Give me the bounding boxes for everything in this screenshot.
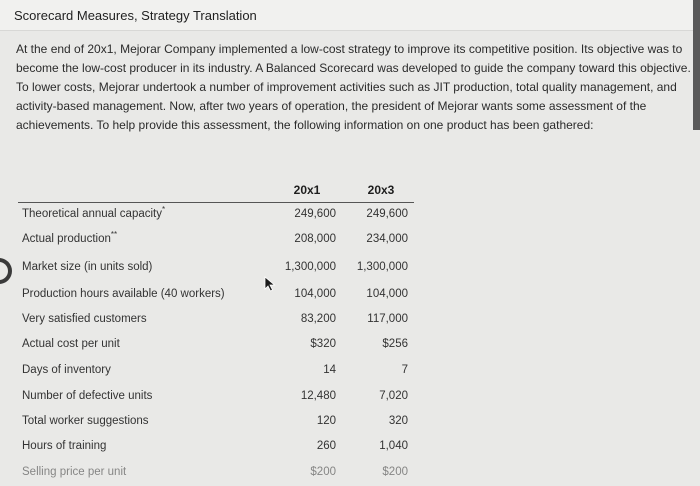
- row-value-20x3: $200: [382, 466, 408, 478]
- row-label: Very satisfied customers: [22, 313, 147, 325]
- table-row: [0, 205, 700, 228]
- row-value-20x1: $320: [310, 338, 336, 350]
- mouse-pointer-icon: [264, 276, 276, 292]
- row-value-20x3: 249,600: [366, 208, 408, 220]
- row-value-20x3: 7: [401, 364, 408, 376]
- row-label: Days of inventory: [22, 364, 111, 376]
- row-label: Number of defective units: [22, 390, 153, 402]
- table-row: [0, 261, 700, 281]
- row-label: Hours of training: [22, 440, 107, 452]
- row-value-20x3: 234,000: [366, 233, 408, 245]
- row-label: Selling price per unit: [22, 466, 127, 478]
- row-label: Total worker suggestions: [22, 415, 149, 427]
- row-value-20x3: 7,020: [379, 390, 408, 402]
- scrollbar[interactable]: [693, 0, 700, 130]
- table-header-rule: [18, 202, 414, 203]
- row-value-20x3: $256: [382, 338, 408, 350]
- row-value-20x3: 1,040: [379, 440, 408, 452]
- row-value-20x3: 320: [388, 415, 408, 427]
- row-value-20x1: 12,480: [300, 390, 336, 402]
- row-label: Actual cost per unit: [22, 338, 120, 350]
- problem-paragraph: At the end of 20x1, Mejorar Company implemented a low-cost strategy to improve its competitive position. Its objective was to become the low-cost producer in its industry. A Balanced Scorecard was developed to guide the company toward this objective. To lower costs, Mejorar undertook a number of improvement activities such as JIT production, total quality management, and activity-based management. Now, after two years of operation, the president of Mejorar wants some assessment of the achievements. To help provide this assessment, the following information on one product has been gathered:: [16, 42, 691, 132]
- row-value-20x1: 104,000: [294, 288, 336, 300]
- row-value-20x1: 1,300,000: [284, 261, 336, 273]
- row-value-20x3: 1,300,000: [356, 261, 408, 273]
- table-row: [0, 364, 700, 384]
- problem-title: Scorecard Measures, Strategy Translation: [14, 8, 257, 23]
- row-value-20x3: 117,000: [367, 313, 408, 325]
- row-label: Market size (in units sold): [22, 261, 153, 273]
- row-value-20x1: $200: [310, 466, 336, 478]
- row-value-20x1: 249,600: [294, 208, 336, 220]
- table-row: [0, 390, 700, 410]
- table-row: [0, 440, 700, 460]
- row-value-20x3: 104,000: [366, 288, 408, 300]
- row-value-20x1: 120: [316, 415, 336, 427]
- table-row: [0, 313, 700, 333]
- table-row: [0, 466, 700, 486]
- table-row: [0, 230, 700, 253]
- column-header-20x1: 20x1: [293, 183, 321, 197]
- row-value-20x1: 14: [323, 364, 336, 376]
- column-header-20x3: 20x3: [367, 183, 395, 197]
- row-value-20x1: 83,200: [300, 313, 336, 325]
- table-row: [0, 288, 700, 308]
- table-row: [0, 338, 700, 358]
- table-row: [0, 415, 700, 435]
- row-label: Theoretical annual capacity*: [22, 205, 166, 220]
- title-bar: [0, 0, 700, 31]
- row-label: Actual production**: [22, 230, 118, 245]
- row-value-20x1: 260: [316, 440, 336, 452]
- row-value-20x1: 208,000: [294, 233, 336, 245]
- row-label: Production hours available (40 workers): [22, 288, 225, 300]
